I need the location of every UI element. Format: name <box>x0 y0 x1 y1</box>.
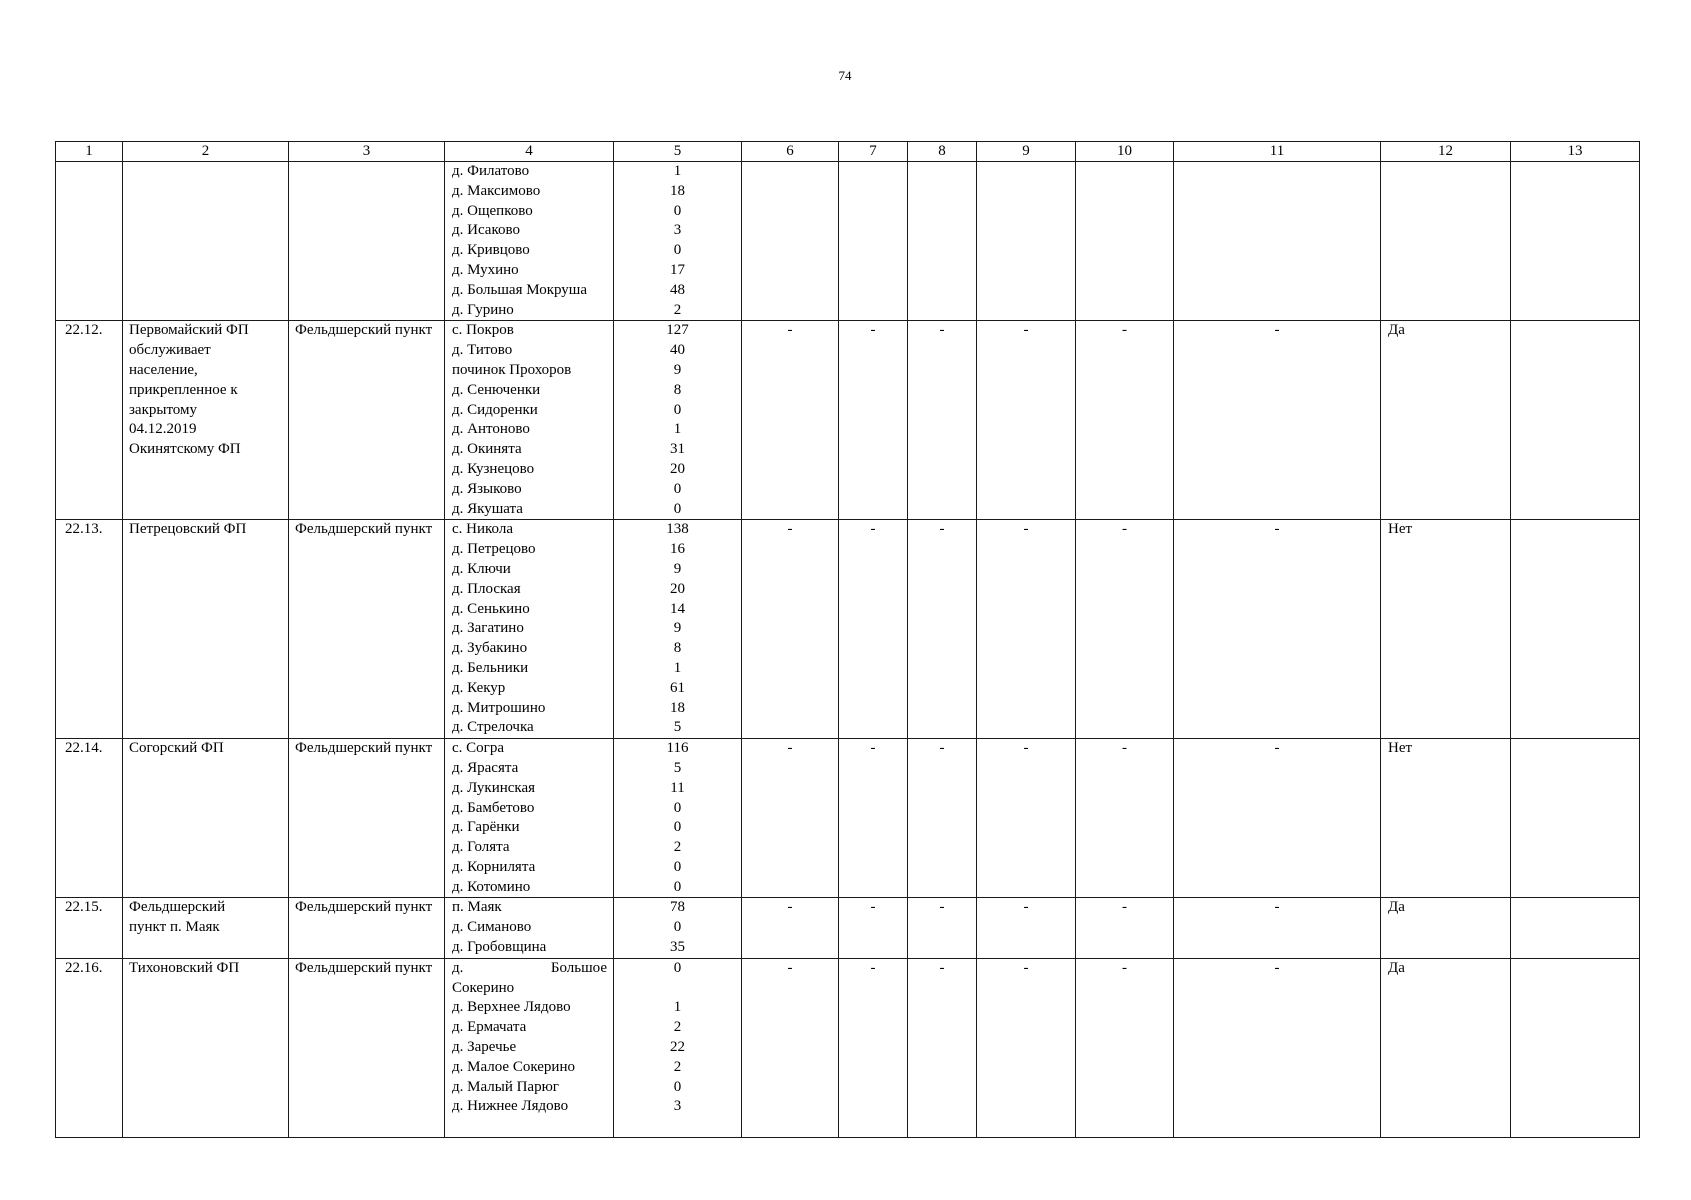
cell-type <box>289 321 445 520</box>
population-value: 20 <box>670 460 685 477</box>
settlement-name: д. Языково <box>452 480 522 497</box>
name-line: обслуживает <box>129 342 211 359</box>
cell-dash: - <box>1076 898 1174 958</box>
settlement-name: д. Максимово <box>452 182 541 199</box>
cell-availability: Нет <box>1381 520 1511 739</box>
cell-dash: - <box>742 739 839 898</box>
settlement-name: д. Ярасята <box>452 759 519 776</box>
cell-dash: - <box>977 321 1076 520</box>
settlement-name: д. Плоская <box>452 580 521 597</box>
population-value: 2 <box>673 301 682 318</box>
cell-dash: - <box>1174 520 1381 739</box>
cell-dash: - <box>1076 321 1174 520</box>
population-value: 40 <box>670 342 685 359</box>
population-value: 0 <box>673 919 682 936</box>
population-value: 9 <box>673 560 682 577</box>
cell-number: 22.15. <box>56 898 123 958</box>
population-value: 5 <box>673 759 682 776</box>
population-value: 127 <box>666 322 689 339</box>
cell-empty <box>1076 162 1174 321</box>
name-line: закрытому <box>129 401 198 418</box>
population-list <box>614 739 742 898</box>
population-value: 8 <box>673 640 682 657</box>
cell-dash: - <box>1076 739 1174 898</box>
settlement-name: д. Гурино <box>452 301 514 318</box>
cell-dash: - <box>1076 520 1174 739</box>
column-header: 2 <box>123 142 289 162</box>
settlement-list <box>445 520 614 739</box>
cell-availability: Да <box>1381 958 1511 1137</box>
cell-number: 22.14. <box>56 739 123 898</box>
population-value: 1 <box>673 659 682 676</box>
settlement-name: Сокерино <box>452 979 515 996</box>
settlement-list <box>445 321 614 520</box>
settlement-name: д. Кузнецово <box>452 460 535 477</box>
settlement-name: починок Прохоров <box>452 361 572 378</box>
column-header: 9 <box>977 142 1076 162</box>
cell-name <box>123 958 289 1137</box>
settlement-name: д. Гарёнки <box>452 819 520 836</box>
population-value: 1 <box>673 999 682 1016</box>
column-header: 6 <box>742 142 839 162</box>
settlement-name: д. Бамбетово <box>452 799 535 816</box>
name-line: Согорский ФП <box>129 740 224 757</box>
cell-dash: - <box>839 321 908 520</box>
settlement-word: Большое <box>550 959 607 976</box>
settlement-name: д. Симаново <box>452 919 532 936</box>
settlement-name: д. Зубакино <box>452 640 528 657</box>
population-spacer <box>614 979 741 999</box>
cell-availability: Да <box>1381 898 1511 958</box>
settlement-name: д. Малый Парюг <box>452 1078 559 1095</box>
settlement-name: д. Якушата <box>452 500 523 517</box>
table-row-continuation <box>56 162 1640 321</box>
settlement-list <box>445 162 614 321</box>
population-value: 20 <box>670 580 685 597</box>
population-value: 0 <box>673 819 682 836</box>
population-value: 0 <box>673 242 682 259</box>
population-value: 31 <box>670 441 685 458</box>
cell-number: 22.12. <box>56 321 123 520</box>
population-list <box>614 898 742 958</box>
settlement-name: д. Лукинская <box>452 779 536 796</box>
population-value: 2 <box>673 839 682 856</box>
column-header: 1 <box>56 142 123 162</box>
cell-type <box>289 739 445 898</box>
cell-number: 22.13. <box>56 520 123 739</box>
column-header: 10 <box>1076 142 1174 162</box>
column-header: 3 <box>289 142 445 162</box>
population-value: 0 <box>673 480 682 497</box>
name-line: Тихоновский ФП <box>129 959 240 976</box>
type-text: Фельдшерский пункт <box>295 740 433 757</box>
population-list <box>614 162 742 321</box>
population-value: 22 <box>670 1039 685 1056</box>
population-value: 9 <box>673 361 682 378</box>
settlement-list <box>445 898 614 958</box>
column-number-row <box>56 142 1640 162</box>
cell-dash: - <box>742 520 839 739</box>
settlement-name: д. Ключи <box>452 560 511 577</box>
name-line: Петрецовский ФП <box>129 521 247 538</box>
cell-dash: - <box>742 898 839 958</box>
population-value: 48 <box>670 281 685 298</box>
cell-number: 22.16. <box>56 958 123 1137</box>
population-value: 3 <box>673 222 682 239</box>
name-line <box>129 321 284 341</box>
settlement-name: д. Антоново <box>452 421 530 438</box>
cell-dash: - <box>839 739 908 898</box>
population-value: 17 <box>670 261 685 278</box>
settlement-name: д. Нижнее Лядово <box>452 1098 569 1115</box>
population-value: 16 <box>670 541 685 558</box>
population-value: 35 <box>670 939 685 956</box>
name-line: Фельдшерский <box>129 899 226 916</box>
cell-dash: - <box>977 520 1076 739</box>
cell-number <box>56 162 123 321</box>
cell-empty <box>1174 162 1381 321</box>
name-line: Окинятскому ФП <box>129 441 241 458</box>
settlement-name: д. Филатово <box>452 163 530 179</box>
population-value: 9 <box>673 620 682 637</box>
table-row <box>56 520 1640 739</box>
name-line: 04.12.2019 <box>129 421 197 438</box>
population-value: 0 <box>673 1078 682 1095</box>
settlement-name: д. Петрецово <box>452 541 536 558</box>
settlement-name: д. Загатино <box>452 620 524 637</box>
settlement-name: д. Стрелочка <box>452 719 534 736</box>
cell-empty <box>1511 162 1640 321</box>
settlement-name: д. Заречье <box>452 1039 517 1056</box>
settlement-name: д. Митрошино <box>452 699 546 716</box>
settlement-name: д. Котомино <box>452 878 531 895</box>
population-value: 61 <box>670 679 685 696</box>
cell-dash: - <box>839 958 908 1137</box>
settlement-name: д. Голята <box>452 839 510 856</box>
population-value: 5 <box>673 719 682 736</box>
cell-dash: - <box>908 958 977 1137</box>
population-value: 3 <box>673 1098 682 1115</box>
column-header: 7 <box>839 142 908 162</box>
population-value: 0 <box>673 202 682 219</box>
facilities-table <box>55 141 1640 1138</box>
settlement-name: с. Никола <box>452 521 513 538</box>
settlement-name: д. Ощепково <box>452 202 533 219</box>
column-header: 8 <box>908 142 977 162</box>
settlement-word: д. <box>452 959 464 976</box>
cell-type <box>289 958 445 1137</box>
table-row <box>56 321 1640 520</box>
cell-dash: - <box>1076 958 1174 1137</box>
population-list <box>614 520 742 739</box>
type-text: Фельдшерский пункт <box>295 521 433 538</box>
settlement-list <box>445 958 614 1137</box>
cell-dash: - <box>839 520 908 739</box>
settlement-name: д. Верхнее Лядово <box>452 999 571 1016</box>
cell-dash: - <box>977 958 1076 1137</box>
population-list <box>614 321 742 520</box>
population-value: 14 <box>670 600 685 617</box>
type-text: Фельдшерский пункт <box>295 322 433 339</box>
cell-availability: Да <box>1381 321 1511 520</box>
cell-dash: - <box>908 739 977 898</box>
population-value: 0 <box>673 878 682 895</box>
population-value: 78 <box>670 899 685 916</box>
settlement-name: д. Сенюченки <box>452 381 541 398</box>
settlement-name: д. Сенькино <box>452 600 530 617</box>
settlement-name: д. Большая Мокруша <box>452 281 587 298</box>
column-header: 13 <box>1511 142 1640 162</box>
type-text: Фельдшерский пункт <box>295 959 433 976</box>
population-value: 138 <box>666 521 689 538</box>
cell-empty <box>742 162 839 321</box>
settlement-name: д. Ермачата <box>452 1019 527 1036</box>
column-header: 4 <box>445 142 614 162</box>
name-line: прикрепленное к <box>129 381 238 398</box>
cell-empty <box>908 162 977 321</box>
cell-empty <box>977 162 1076 321</box>
settlement-name: д. Кекур <box>452 679 506 696</box>
cell-name <box>123 162 289 321</box>
cell-dash: - <box>908 520 977 739</box>
settlement-name: п. Маяк <box>452 899 502 916</box>
cell-name <box>123 898 289 958</box>
population-value: 1 <box>673 421 682 438</box>
population-value: 2 <box>673 1058 682 1075</box>
cell-dash: - <box>977 739 1076 898</box>
population-value: 0 <box>673 858 682 875</box>
name-line: пункт п. Маяк <box>129 919 220 936</box>
cell-dash: - <box>1174 739 1381 898</box>
settlement-name: д. Кривцово <box>452 242 530 259</box>
cell-dash: - <box>742 321 839 520</box>
population-value: 0 <box>673 959 682 976</box>
population-value: 1 <box>673 163 682 179</box>
cell-type <box>289 898 445 958</box>
population-value: 11 <box>670 779 685 796</box>
name-text: Первомайский ФП <box>129 322 249 339</box>
settlement-name: д. Малое Сокерино <box>452 1058 575 1075</box>
cell-empty <box>1511 321 1640 520</box>
population-value: 0 <box>673 401 682 418</box>
settlement-name <box>452 959 613 979</box>
population-value: 2 <box>673 1019 682 1036</box>
settlement-name: д. Бельники <box>452 659 529 676</box>
page-number: 74 <box>838 68 852 83</box>
table-row <box>56 739 1640 898</box>
settlement-name: д. Титово <box>452 342 513 359</box>
cell-type <box>289 520 445 739</box>
settlement-name: д. Сидоренки <box>452 401 538 418</box>
settlement-list <box>445 739 614 898</box>
settlement-name: д. Мухино <box>452 261 519 278</box>
population-value: 116 <box>666 740 689 757</box>
settlement-name: д. Гробовщина <box>452 939 547 956</box>
settlement-name: с. Согра <box>452 740 504 757</box>
cell-empty <box>1511 739 1640 898</box>
cell-empty <box>1511 520 1640 739</box>
cell-availability: Нет <box>1381 739 1511 898</box>
settlement-name: д. Корнилята <box>452 858 536 875</box>
cell-empty <box>1381 162 1511 321</box>
population-value: 18 <box>670 182 685 199</box>
settlement-name: д. Окинята <box>452 441 522 458</box>
cell-empty <box>1511 958 1640 1137</box>
cell-dash: - <box>839 898 908 958</box>
population-value: 0 <box>673 799 682 816</box>
population-list <box>614 958 742 1137</box>
population-value: 0 <box>673 500 682 517</box>
cell-empty <box>1511 898 1640 958</box>
cell-name <box>123 739 289 898</box>
settlement-name: с. Покров <box>452 322 514 339</box>
table-row <box>56 898 1640 958</box>
cell-dash: - <box>742 958 839 1137</box>
population-value: 8 <box>673 381 682 398</box>
settlement-name: д. Исаково <box>452 222 520 239</box>
cell-type <box>289 162 445 321</box>
cell-name <box>123 321 289 520</box>
population-value: 18 <box>670 699 685 716</box>
cell-dash: - <box>1174 321 1381 520</box>
type-text: Фельдшерский пункт <box>295 899 433 916</box>
cell-name <box>123 520 289 739</box>
column-header: 5 <box>614 142 742 162</box>
column-header: 12 <box>1381 142 1511 162</box>
cell-dash: - <box>1174 898 1381 958</box>
name-line: население, <box>129 361 198 378</box>
cell-dash: - <box>1174 958 1381 1137</box>
cell-dash: - <box>908 321 977 520</box>
table-row <box>56 958 1640 1137</box>
cell-empty <box>839 162 908 321</box>
column-header: 11 <box>1174 142 1381 162</box>
cell-dash: - <box>977 898 1076 958</box>
cell-dash: - <box>908 898 977 958</box>
